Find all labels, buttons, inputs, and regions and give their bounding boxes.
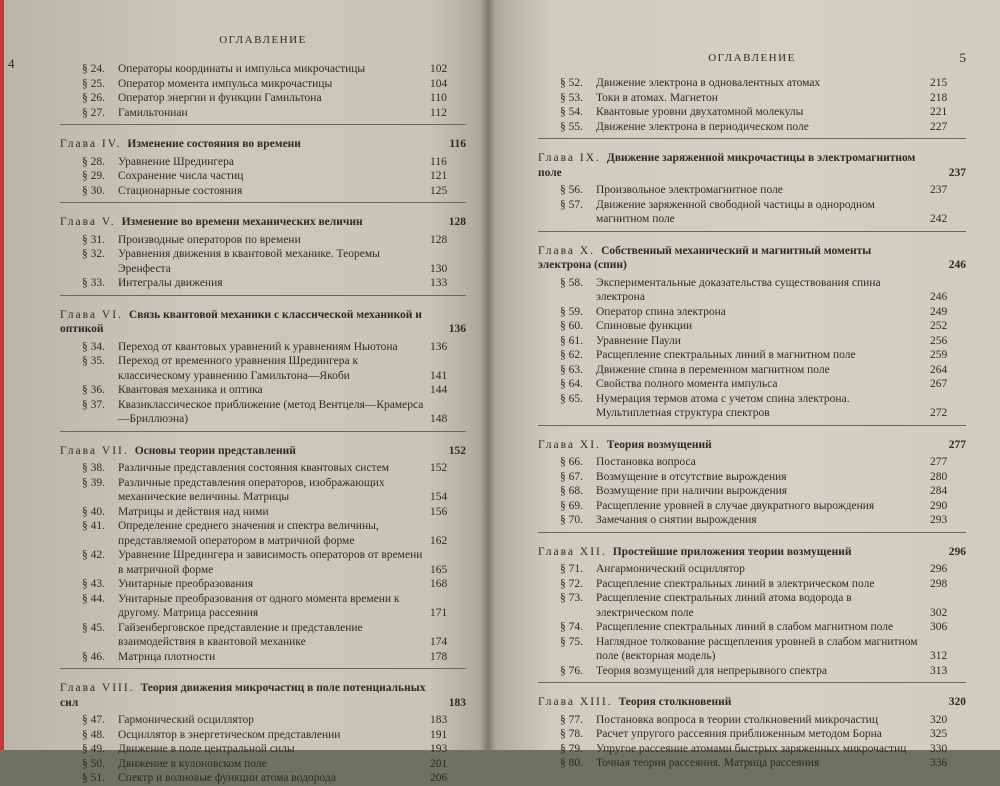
section-entry	[60, 592, 466, 621]
entry-page-number: 256	[930, 334, 948, 347]
running-title: ОГЛАВЛЕНИЕ	[708, 52, 796, 64]
book-spine-gutter	[480, 0, 496, 750]
entry-page-number: 313	[930, 664, 948, 677]
section-title: Гайзенберговское представление и представление взаимодействия в квантовой механике	[118, 621, 363, 648]
section-entry	[538, 198, 966, 227]
entry-page-number: 183	[448, 696, 466, 709]
section-number: § 47.	[82, 714, 105, 726]
section-title: Экспериментальные доказательства существования спина электрона	[596, 276, 881, 303]
section-number: § 62.	[560, 349, 583, 361]
section-number: § 73.	[560, 592, 583, 604]
entry-page-number: 191	[430, 728, 448, 741]
section-title: Сохранение числа частиц	[118, 170, 244, 182]
section-number: § 44.	[82, 592, 105, 605]
section-number: § 48.	[82, 728, 105, 741]
section-title: Теория возмущений для непрерывного спектра	[596, 664, 828, 677]
section-title: Определение среднего значения и спектра величины, представляемой оператором в матричной форме	[118, 520, 379, 547]
entry-page-number: 116	[449, 138, 466, 150]
section-entry	[538, 319, 966, 334]
entry-page-number: 320	[948, 696, 966, 708]
section-number: § 72.	[560, 577, 583, 590]
section-title: Оператор энергии и функции Гамильтона	[118, 92, 322, 104]
entry-page-number: 246	[930, 291, 948, 303]
entry-page-number: 293	[930, 514, 948, 526]
section-number: § 58.	[560, 276, 583, 289]
section-number: § 51.	[82, 772, 105, 784]
section-number: § 45.	[82, 621, 105, 634]
entry-page-number: 162	[430, 534, 448, 547]
section-title: Осциллятор в энергетическом представлении	[118, 728, 341, 741]
entry-page-number: 201	[430, 757, 448, 770]
section-title: Спектр и волновые функции атома водорода	[118, 772, 336, 784]
section-number: § 65.	[560, 392, 583, 405]
section-title: Свойства полного момента импульса	[596, 378, 778, 390]
section-number: § 38.	[82, 462, 105, 474]
section-title: Операторы координаты и импульса микрочастицы	[118, 63, 366, 75]
section-title: Расчет упругого рассеяния приближенным методом Борна	[596, 728, 882, 740]
entry-page-number: 221	[930, 106, 948, 118]
entry-page-number: 141	[430, 369, 448, 382]
section-number: § 78.	[560, 728, 583, 740]
section-title: Движение спина в переменном магнитном поле	[596, 363, 830, 376]
section-title: Уравнение Шредингера и зависимость операторов от времени в матричной форме	[118, 549, 423, 576]
section-entry	[60, 155, 466, 170]
entry-page-number: 264	[930, 363, 948, 376]
section-entry	[538, 455, 966, 470]
entry-page-number: 116	[430, 155, 447, 168]
section-entry	[60, 519, 466, 548]
section-number: § 36.	[82, 384, 105, 396]
entry-page-number: 306	[930, 621, 948, 633]
section-entry	[60, 383, 466, 398]
right-page-header	[538, 48, 966, 76]
chapter-title: Теория движения микрочастиц в поле потенциальных сил	[60, 682, 426, 709]
entry-page-number: 284	[930, 485, 948, 497]
section-number: § 27.	[82, 106, 105, 119]
section-number: § 29.	[82, 170, 105, 182]
section-entry	[538, 470, 966, 485]
toc-list	[538, 76, 966, 771]
section-title: Унитарные преобразования от одного момента времени к другому. Матрица рассеяния	[118, 592, 400, 619]
chapter-label: Глава XI.	[538, 438, 601, 451]
entry-page-number: 237	[930, 184, 948, 196]
section-number: § 28.	[82, 155, 105, 168]
section-title: Произвольное электромагнитное поле	[596, 184, 783, 196]
section-entry	[60, 398, 466, 427]
section-entry	[60, 728, 466, 743]
chapter-entry	[60, 444, 466, 459]
section-entry	[60, 577, 466, 592]
section-number: § 39.	[82, 476, 105, 489]
section-entry	[538, 392, 966, 421]
section-title: Возмущение при наличии вырождения	[596, 485, 788, 497]
chapter-title: Связь квантовой механики с классической механикой и оптикой	[60, 308, 422, 335]
section-entry	[538, 756, 966, 771]
entry-page-number: 183	[430, 714, 448, 726]
chapter-divider	[60, 668, 466, 669]
chapter-title: Теория возмущений	[606, 438, 712, 451]
section-entry	[538, 348, 966, 363]
section-number: § 57.	[560, 198, 583, 211]
entry-page-number: 296	[930, 563, 948, 575]
entry-page-number: 242	[930, 213, 948, 225]
section-title: Расщепление спектральных линий в слабом магнитном поле	[596, 621, 894, 633]
entry-page-number: 128	[448, 216, 466, 228]
chapter-title: Теория столкновений	[618, 696, 732, 708]
entry-page-number: 272	[930, 407, 948, 419]
entry-page-number: 298	[930, 577, 948, 590]
section-title: Движение электрона в одновалентных атомах	[596, 77, 821, 89]
section-number: § 55.	[560, 120, 583, 133]
section-number: § 30.	[82, 184, 105, 197]
section-entry	[60, 354, 466, 383]
entry-page-number: 280	[930, 470, 948, 483]
section-entry	[538, 276, 966, 305]
section-title: Токи в атомах. Магнетон	[596, 91, 718, 104]
section-title: Расщепление спектральных линий в магнитном поле	[596, 349, 856, 361]
section-number: § 46.	[82, 650, 105, 663]
running-title: ОГЛАВЛЕНИЕ	[219, 34, 307, 46]
entry-page-number: 336	[930, 757, 948, 769]
section-number: § 41.	[82, 520, 105, 532]
entry-page-number: 206	[430, 772, 448, 784]
section-title: Движение в кулоновском поле	[118, 757, 267, 770]
section-number: § 64.	[560, 378, 583, 390]
entry-page-number: 267	[930, 378, 948, 390]
chapter-label: Глава VIII.	[60, 682, 135, 694]
entry-page-number: 110	[430, 92, 447, 104]
section-entry	[60, 233, 466, 248]
entry-page-number: 193	[430, 743, 448, 755]
section-number: § 32.	[82, 248, 105, 260]
section-number: § 40.	[82, 505, 105, 518]
entry-page-number: 296	[948, 545, 966, 558]
section-entry	[538, 742, 966, 757]
chapter-label: Глава XII.	[538, 545, 607, 558]
section-number: § 26.	[82, 92, 105, 104]
entry-page-number: 320	[930, 713, 948, 726]
entry-page-number: 102	[430, 63, 448, 75]
entry-page-number: 252	[930, 320, 948, 332]
entry-page-number: 148	[430, 413, 448, 425]
entry-page-number: 125	[430, 184, 448, 197]
chapter-label: Глава VII.	[60, 444, 129, 457]
section-entry	[538, 484, 966, 499]
section-number: § 60.	[560, 320, 583, 332]
chapter-divider	[538, 138, 966, 139]
section-title: Переход от временного уравнения Шредингера к классическому уравнению Гамильтона—Якоби	[118, 355, 359, 382]
entry-page-number: 237	[948, 166, 966, 179]
section-entry	[538, 635, 966, 664]
entry-page-number: 168	[430, 578, 448, 590]
section-title: Движение электрона в периодическом поле	[596, 120, 809, 133]
entry-page-number: 165	[430, 563, 448, 576]
section-title: Различные представления операторов, изображающих механические величины. Матрицы	[118, 476, 385, 503]
section-entry	[60, 169, 466, 184]
entry-page-number: 152	[430, 462, 448, 474]
section-title: Оператор момента импульса микрочастицы	[118, 77, 333, 90]
section-title: Производные операторов по времени	[118, 233, 301, 246]
section-entry	[538, 591, 966, 620]
section-title: Матрица плотности	[118, 650, 216, 663]
section-number: § 63.	[560, 363, 583, 376]
section-number: § 68.	[560, 485, 583, 497]
section-number: § 35.	[82, 355, 105, 367]
section-number: § 31.	[82, 233, 105, 246]
section-title: Унитарные преобразования	[118, 578, 253, 590]
section-number: § 49.	[82, 743, 105, 755]
section-entry	[538, 727, 966, 742]
chapter-divider	[538, 532, 966, 533]
chapter-label: Глава IV.	[60, 138, 122, 150]
section-entry	[60, 91, 466, 106]
entry-page-number: 174	[430, 636, 448, 648]
chapter-entry	[538, 545, 966, 560]
entry-page-number: 128	[430, 233, 448, 246]
section-title: Интегралы движения	[118, 277, 223, 289]
right-page	[488, 0, 1000, 769]
section-entry	[538, 377, 966, 392]
section-entry	[60, 77, 466, 92]
entry-page-number: 104	[430, 77, 448, 90]
chapter-divider	[538, 425, 966, 426]
section-number: § 34.	[82, 340, 105, 353]
section-entry	[538, 664, 966, 679]
entry-page-number: 259	[930, 349, 948, 361]
section-title: Переход от квантовых уравнений к уравнениям Ньютона	[118, 340, 398, 353]
chapter-title: Основы теории представлений	[134, 444, 296, 457]
section-entry	[538, 577, 966, 592]
section-title: Упругое рассеяние атомами быстрых заряженных микрочастиц	[596, 742, 907, 755]
section-entry	[60, 621, 466, 650]
section-entry	[60, 713, 466, 728]
section-entry	[538, 499, 966, 514]
section-entry	[60, 650, 466, 665]
section-title: Точная теория рассеяния. Матрица рассеяния	[596, 757, 820, 769]
entry-page-number: 290	[930, 499, 948, 512]
section-entry	[538, 76, 966, 91]
chapter-entry	[538, 151, 966, 180]
entry-page-number: 277	[930, 456, 948, 468]
section-number: § 79.	[560, 742, 583, 755]
section-number: § 66.	[560, 456, 583, 468]
section-number: § 61.	[560, 334, 583, 347]
section-number: § 53.	[560, 91, 583, 104]
entry-page-number: 325	[930, 728, 948, 740]
section-entry	[538, 120, 966, 135]
entry-page-number: 171	[430, 607, 448, 619]
chapter-entry	[538, 695, 966, 710]
section-entry	[60, 184, 466, 199]
chapter-divider	[60, 431, 466, 432]
section-number: § 25.	[82, 77, 105, 90]
chapter-label: Глава X.	[538, 244, 596, 257]
section-number: § 75.	[560, 635, 583, 648]
section-number: § 69.	[560, 499, 583, 512]
entry-page-number: 218	[930, 91, 948, 104]
entry-page-number: 312	[930, 650, 948, 662]
entry-page-number: 227	[930, 120, 948, 133]
entry-page-number: 249	[930, 305, 948, 318]
section-entry	[60, 340, 466, 355]
entry-page-number: 277	[948, 438, 966, 451]
chapter-divider	[60, 295, 466, 296]
section-entry	[538, 363, 966, 378]
chapter-divider	[60, 124, 466, 125]
section-title: Квантовые уровни двухатомной молекулы	[596, 106, 804, 118]
entry-page-number: 178	[430, 650, 448, 663]
section-entry	[60, 757, 466, 772]
section-title: Спиновые функции	[596, 320, 693, 332]
section-entry	[60, 276, 466, 291]
section-title: Расщепление уровней в случае двукратного вырождения	[596, 499, 875, 512]
section-title: Расщепление спектральных линий в электрическом поле	[596, 577, 875, 590]
section-entry	[60, 62, 466, 77]
section-title: Ангармонический осциллятор	[596, 563, 745, 575]
section-title: Замечания о снятии вырождения	[596, 514, 757, 526]
section-title: Нумерация термов атома с учетом спина электрона. Мультиплетная структура спектров	[596, 392, 850, 419]
section-entry	[538, 334, 966, 349]
section-number: § 80.	[560, 757, 583, 769]
chapter-title: Собственный механический и магнитный моменты электрона (спин)	[538, 244, 872, 271]
entry-page-number: 156	[430, 505, 448, 518]
section-title: Гамильтониан	[118, 106, 188, 119]
entry-page-number: 215	[930, 77, 948, 89]
section-title: Уравнение Шредингера	[118, 155, 234, 168]
chapter-entry	[60, 137, 466, 152]
chapter-entry	[60, 215, 466, 230]
section-title: Постановка вопроса	[596, 456, 696, 468]
entry-page-number: 144	[430, 384, 448, 396]
section-entry	[60, 505, 466, 520]
entry-page-number: 330	[930, 742, 948, 755]
section-title: Возмущение в отсутствие вырождения	[596, 470, 787, 483]
page-number: 4	[8, 56, 15, 71]
chapter-entry	[60, 681, 466, 710]
chapter-divider	[60, 202, 466, 203]
section-title: Постановка вопроса в теории столкновений микрочастиц	[596, 713, 878, 726]
section-title: Уравнения движения в квантовой механике. Теоремы Эренфеста	[118, 248, 380, 275]
section-entry	[538, 562, 966, 577]
section-number: § 33.	[82, 277, 105, 289]
section-number: § 74.	[560, 621, 583, 633]
section-number: § 43.	[82, 578, 105, 590]
chapter-label: Глава V.	[60, 216, 116, 228]
page-number: 5	[959, 50, 966, 65]
section-title: Уравнение Паули	[596, 334, 681, 347]
chapter-title: Движение заряженной микрочастицы в электромагнитном поле	[538, 152, 916, 179]
section-title: Движение заряженной свободной частицы в однородном магнитном поле	[596, 198, 875, 225]
entry-page-number: 121	[430, 170, 448, 182]
section-entry	[538, 713, 966, 728]
section-number: § 50.	[82, 757, 105, 770]
chapter-title: Изменение во времени механических величин	[121, 216, 363, 228]
chapter-divider	[538, 682, 966, 683]
section-title: Матрицы и действия над ними	[118, 505, 269, 518]
section-title: Различные представления состояния квантовых систем	[118, 462, 389, 474]
section-entry	[538, 620, 966, 635]
section-number: § 59.	[560, 305, 583, 318]
section-number: § 37.	[82, 398, 105, 411]
section-title: Квазиклассическое приближение (метод Вентцеля—Крамерса—Бриллюэна)	[118, 398, 424, 425]
entry-page-number: 136	[448, 323, 466, 335]
section-entry	[60, 548, 466, 577]
entry-page-number: 152	[448, 444, 466, 457]
section-number: § 76.	[560, 664, 583, 677]
entry-page-number: 112	[430, 106, 447, 119]
chapter-label: Глава XIII.	[538, 696, 613, 708]
entry-page-number: 136	[430, 340, 448, 353]
section-title: Стационарные состояния	[118, 184, 243, 197]
section-entry	[60, 742, 466, 757]
section-title: Движение в поле центральной силы	[118, 743, 295, 755]
section-entry	[538, 305, 966, 320]
chapter-divider	[538, 231, 966, 232]
chapter-entry	[538, 244, 966, 273]
section-title: Наглядное толкование расщепления уровней в слабом магнитном поле (векторная модель)	[596, 635, 918, 662]
section-entry	[538, 183, 966, 198]
entry-page-number: 154	[430, 491, 448, 503]
section-number: § 24.	[82, 63, 105, 75]
entry-page-number: 133	[430, 277, 448, 289]
left-page	[0, 0, 488, 784]
entry-page-number: 246	[948, 259, 966, 271]
chapter-label: Глава IX.	[538, 152, 601, 164]
section-entry	[60, 476, 466, 505]
section-entry	[538, 91, 966, 106]
section-number: § 71.	[560, 563, 583, 575]
section-number: § 70.	[560, 514, 583, 526]
section-number: § 56.	[560, 184, 583, 196]
section-title: Гармонический осциллятор	[118, 714, 255, 726]
section-number: § 52.	[560, 77, 583, 89]
section-number: § 77.	[560, 713, 583, 726]
section-entry	[60, 247, 466, 276]
section-entry	[60, 106, 466, 121]
section-title: Оператор спина электрона	[596, 305, 726, 318]
chapter-title: Изменение состояния во времени	[127, 138, 301, 150]
chapter-entry	[538, 438, 966, 453]
chapter-label: Глава VI.	[60, 308, 123, 321]
toc-list	[60, 62, 466, 786]
section-title: Квантовая механика и оптика	[118, 384, 263, 396]
section-number: § 67.	[560, 470, 583, 483]
section-number: § 54.	[560, 106, 583, 118]
section-entry	[538, 105, 966, 120]
section-entry	[60, 771, 466, 786]
section-number: § 42.	[82, 549, 105, 561]
entry-page-number: 302	[930, 606, 948, 619]
chapter-title: Простейшие приложения теории возмущений	[612, 545, 852, 558]
entry-page-number: 130	[430, 262, 448, 275]
section-entry	[538, 513, 966, 528]
chapter-entry	[60, 308, 466, 337]
section-title: Расщепление спектральных линий атома водорода в электрическом поле	[596, 592, 852, 619]
section-entry	[60, 461, 466, 476]
